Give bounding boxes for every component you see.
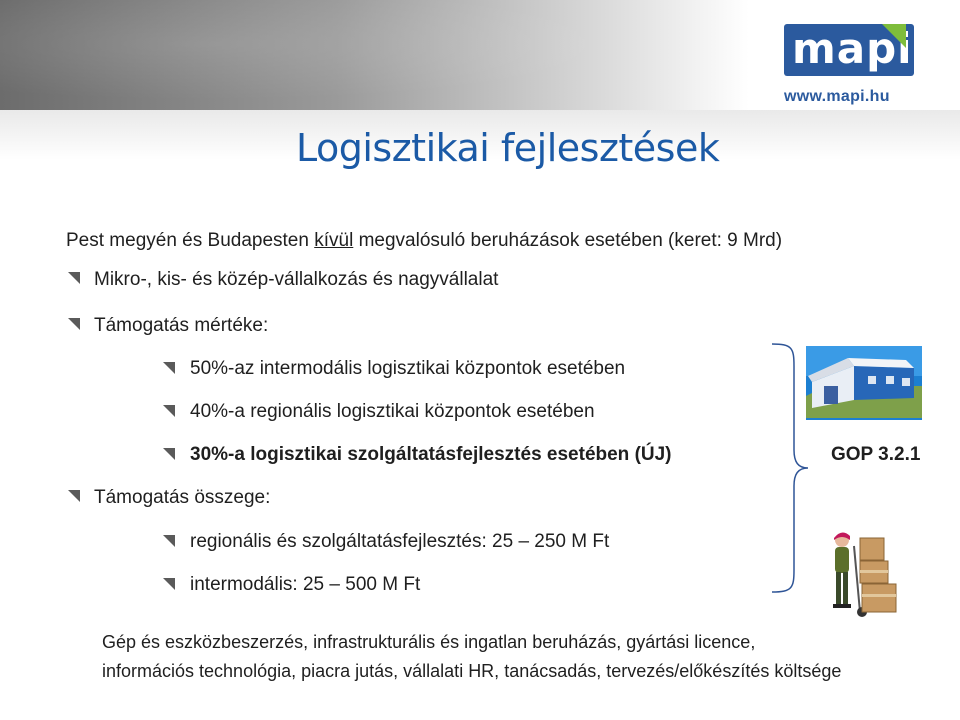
intro-text xyxy=(66,229,782,253)
logo-text: mapi xyxy=(792,24,913,73)
companies-text: Mikro-, kis- és közép-vállalkozás és nagyvállalat xyxy=(94,269,499,290)
warehouse-image xyxy=(806,346,922,420)
logo-box xyxy=(784,24,914,76)
amount-heading: Támogatás összege: xyxy=(94,487,271,508)
slide-title: Logisztikai fejlesztések xyxy=(296,126,720,170)
rate-intermodal: 50%-az intermodális logisztikai központok esetében xyxy=(190,358,626,379)
program-code: GOP 3.2.1 xyxy=(831,444,921,465)
logo-corner-accent xyxy=(882,24,906,48)
bullet-icon xyxy=(163,405,175,417)
eligible-costs-line1: Gép és eszközbeszerzés, infrastrukturális és ingatlan beruházás, gyártási licence, xyxy=(102,632,756,652)
rate-heading: Támogatás mértéke: xyxy=(94,315,269,336)
rate-service: 30%-a logisztikai szolgáltatásfejlesztés esetében (ÚJ) xyxy=(190,444,672,465)
bullet-icon xyxy=(163,448,175,460)
bullet-icon xyxy=(163,578,175,590)
intro-after: megvalósuló beruházások esetében (keret: 9 Mrd) xyxy=(353,230,783,251)
mapi-logo xyxy=(784,24,944,114)
delivery-worker-image xyxy=(822,528,906,620)
amount-regional: regionális és szolgáltatásfejlesztés: 25 – 250 M Ft xyxy=(190,531,610,552)
bullet-icon xyxy=(68,318,80,330)
eligible-costs-line2: információs technológia, piacra jutás, vállalati HR, tanácsadás, tervezés/előkészítés költsége xyxy=(102,661,842,681)
intro-before: Pest megyén és Budapesten xyxy=(66,230,315,251)
rate-regional: 40%-a regionális logisztikai központok esetében xyxy=(190,401,595,422)
amount-intermodal: intermodális: 25 – 500 M Ft xyxy=(190,574,421,595)
bullet-icon xyxy=(163,362,175,374)
bullet-icon xyxy=(68,272,80,284)
right-bracket xyxy=(770,342,810,594)
intro-underlined: kívül xyxy=(314,230,354,251)
bullet-icon xyxy=(163,535,175,547)
bullet-icon xyxy=(68,490,80,502)
logo-url: www.mapi.hu xyxy=(784,88,890,105)
